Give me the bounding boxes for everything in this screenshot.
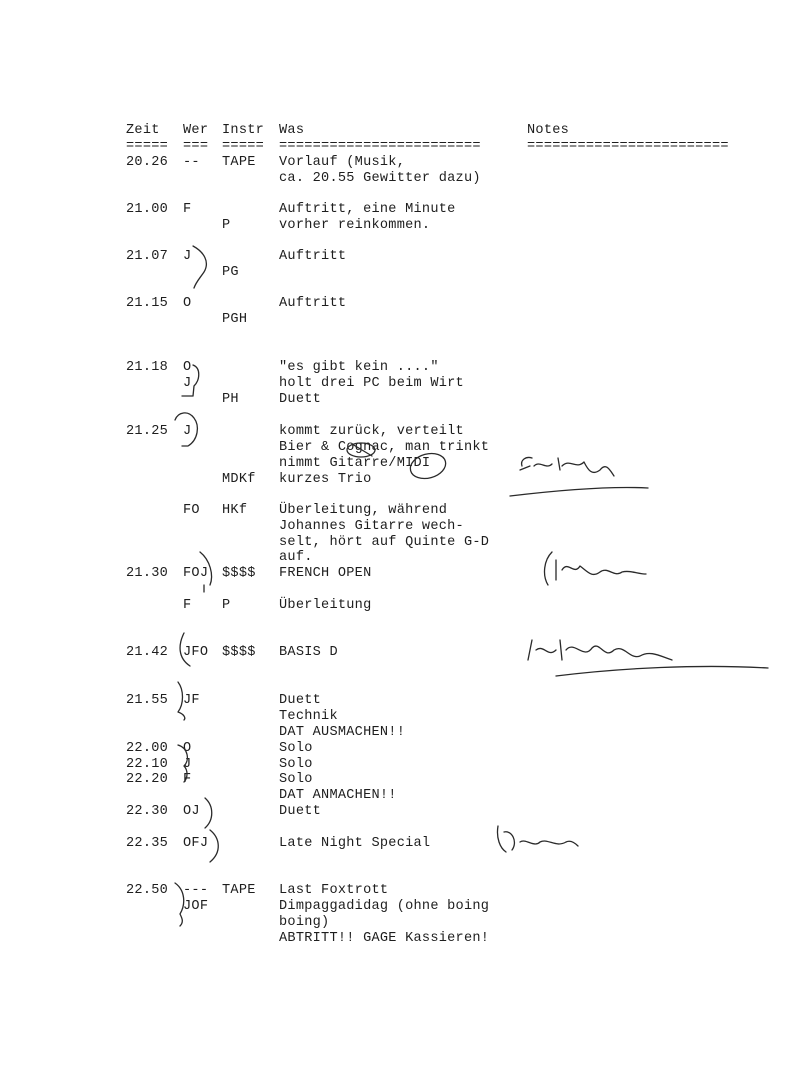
row-what: ABTRITT!! GAGE Kassieren! [279, 931, 490, 946]
row-who: J [183, 424, 192, 439]
row-who: O [183, 360, 192, 375]
row-who: F [183, 202, 192, 217]
row-who-2: JOF [183, 899, 209, 914]
row-who: OJ [183, 804, 200, 819]
row-who: J [183, 249, 192, 264]
row-instr: TAPE [222, 155, 256, 170]
row-who: F [183, 772, 192, 787]
bracket-mark [182, 365, 199, 396]
bracket-mark [178, 745, 187, 782]
row-what: auf. [279, 550, 313, 565]
bracket-mark [175, 883, 184, 926]
row-instr: P [222, 598, 231, 613]
bracket-mark [175, 413, 197, 446]
row-who: FO [183, 503, 200, 518]
row-instr: MDKf [222, 472, 256, 487]
row-what: Solo [279, 772, 313, 787]
row-what: Duett [279, 392, 322, 407]
row-instr: $$$$ [222, 645, 256, 660]
row-instr: $$$$ [222, 566, 256, 581]
header-wer: Wer [183, 123, 209, 138]
row-what: Auftritt, eine Minute [279, 202, 456, 217]
row-what: "es gibt kein ...." [279, 360, 439, 375]
row-what: Auftritt [279, 296, 347, 311]
header-was: Was [279, 123, 305, 138]
row-instr: HKf [222, 503, 248, 518]
rule-wer: === [183, 139, 209, 154]
row-what: kurzes Trio [279, 472, 372, 487]
row-time: 22.10 [126, 757, 169, 772]
row-what: kommt zurück, verteilt [279, 424, 464, 439]
row-what: DAT ANMACHEN!! [279, 788, 397, 803]
rule-notes: ======================== [527, 139, 729, 154]
row-what: Auftritt [279, 249, 347, 264]
row-what: Duett [279, 804, 322, 819]
row-what: Überleitung, während [279, 503, 448, 518]
bracket-mark [180, 633, 190, 666]
bracket-mark [193, 246, 206, 288]
row-instr: P [222, 218, 231, 233]
row-time: 21.25 [126, 424, 169, 439]
row-what: vorher reinkommen. [279, 218, 431, 233]
row-what: FRENCH OPEN [279, 566, 372, 581]
row-time: 21.55 [126, 693, 169, 708]
row-what: selt, hört auf Quinte G-D [279, 535, 490, 550]
row-who: --- [183, 883, 209, 898]
rule-instr: ===== [222, 139, 265, 154]
rule-zeit: ===== [126, 139, 169, 154]
header-zeit: Zeit [126, 123, 160, 138]
row-who: JFO [183, 645, 209, 660]
row-time: 21.42 [126, 645, 169, 660]
row-time: 21.07 [126, 249, 169, 264]
row-time: 21.15 [126, 296, 169, 311]
handwritten-note [497, 826, 578, 852]
row-what: Dimpaggadidag (ohne boing [279, 899, 490, 914]
row-what: boing) [279, 915, 330, 930]
row-who: O [183, 741, 192, 756]
row-instr: PH [222, 392, 239, 407]
bracket-mark [210, 830, 218, 862]
row-who-2: J [183, 376, 192, 391]
row-who: FOJ [183, 566, 209, 581]
row-time: 21.00 [126, 202, 169, 217]
header-instr: Instr [222, 123, 265, 138]
row-time: 21.18 [126, 360, 169, 375]
handwritten-note [545, 552, 646, 585]
row-who: O [183, 296, 192, 311]
handwritten-note [520, 457, 614, 476]
row-instr: TAPE [222, 883, 256, 898]
row-what: Johannes Gitarre wech- [279, 519, 464, 534]
row-what: Überleitung [279, 598, 372, 613]
row-who: F [183, 598, 192, 613]
row-what: ca. 20.55 Gewitter dazu) [279, 171, 481, 186]
row-what: BASIS D [279, 645, 338, 660]
bracket-mark [178, 682, 185, 720]
row-what: Bier & Cognac, man trinkt [279, 440, 490, 455]
row-time: 22.50 [126, 883, 169, 898]
strike-mark [352, 444, 372, 456]
row-what: Vorlauf (Musik, [279, 155, 406, 170]
row-time: 22.00 [126, 741, 169, 756]
handwritten-note [528, 640, 672, 660]
row-time: 22.30 [126, 804, 169, 819]
row-what: Duett [279, 693, 322, 708]
row-what: Solo [279, 741, 313, 756]
row-time: 20.26 [126, 155, 169, 170]
row-who: J [183, 757, 192, 772]
row-time: 22.20 [126, 772, 169, 787]
circle-mark [408, 450, 449, 482]
header-notes: Notes [527, 123, 570, 138]
row-instr: PG [222, 265, 239, 280]
handwritten-note [556, 666, 768, 676]
row-what: Technik [279, 709, 338, 724]
row-what: Last Foxtrott [279, 883, 389, 898]
row-what: Solo [279, 757, 313, 772]
row-what: holt drei PC beim Wirt [279, 376, 464, 391]
row-who: -- [183, 155, 200, 170]
rule-was: ======================== [279, 139, 481, 154]
row-who: JF [183, 693, 200, 708]
row-who: OFJ [183, 836, 209, 851]
handwritten-note [510, 487, 648, 496]
row-what: DAT AUSMACHEN!! [279, 725, 406, 740]
row-time: 22.35 [126, 836, 169, 851]
row-what: nimmt Gitarre/MIDI [279, 456, 431, 471]
row-time: 21.30 [126, 566, 169, 581]
row-what: Late Night Special [279, 836, 431, 851]
bracket-mark [200, 552, 212, 592]
bracket-mark [205, 798, 212, 828]
row-instr: PGH [222, 312, 248, 327]
